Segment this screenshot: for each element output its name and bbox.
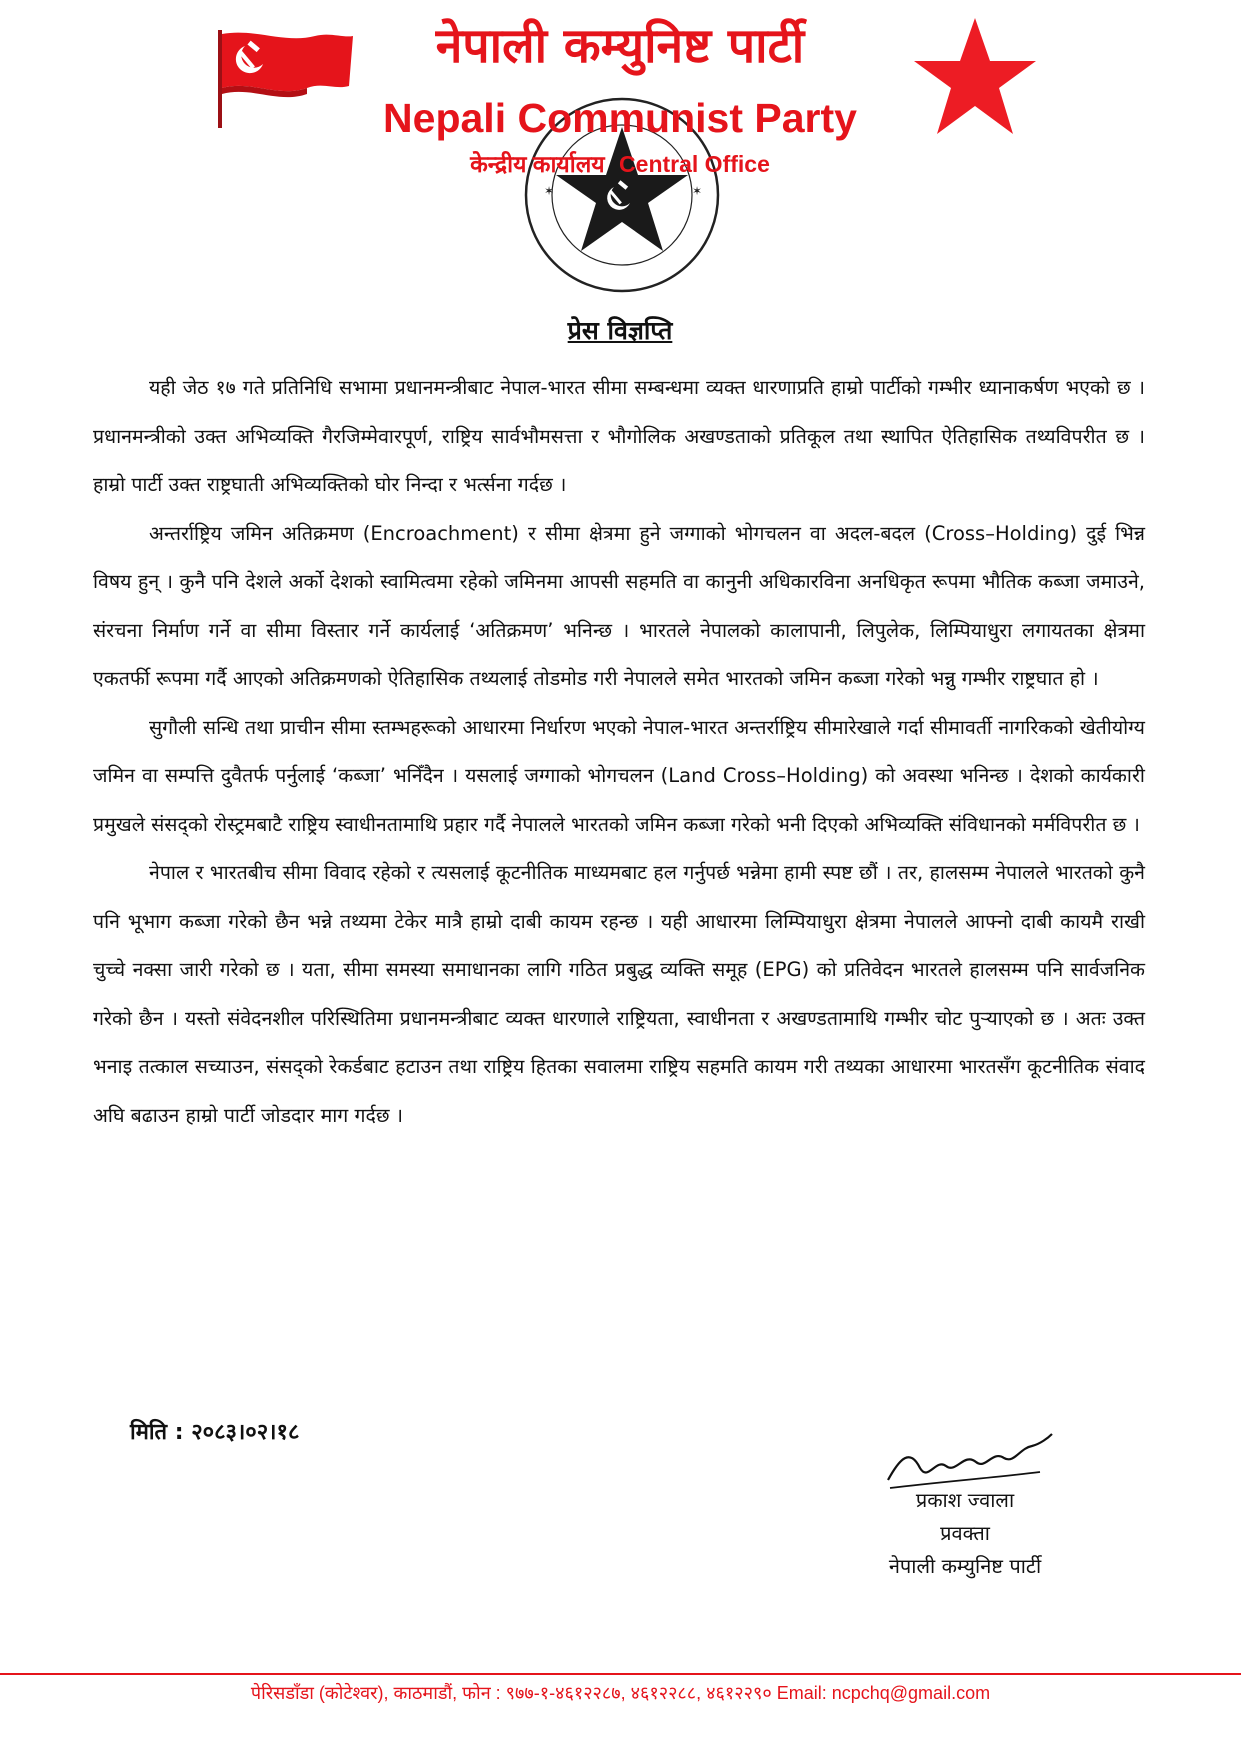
- footer-email: ncpchq@gmail.com: [831, 1683, 991, 1703]
- svg-text:✶: ✶: [544, 184, 555, 198]
- paragraph: नेपाल र भारतबीच सीमा विवाद रहेको र त्यसलाई कूटनीतिक माध्यमबाट हल गर्नुपर्छ भन्नेमा हामी स्पष्ट छौं । तर, हालसम्म नेपालले भारतको कुनै पनि भूभाग कब्जा गरेको छैन भन्ने तथ्यमा टेकेर मात्रै हाम्रो दाबी कायम रहन्छ । यही आधारमा लिम्पियाधुरा क्षेत्रमा नेपालले आफ्नो दाबी कायमै राखी चुच्चे नक्सा जारी गरेको छ । यता, सीमा समस्या समाधानका लागि गठित प्रबुद्ध व्यक्ति समूह (EPG) को प्रतिवेदन भारतले हालसम्म पनि सार्वजनिक गरेको छैन । यस्तो संवेदनशील परिस्थितिमा प्रधानमन्त्रीबाट व्यक्त धारणाले राष्ट्रियता, स्वाधीनता र अखण्डतामाथि गम्भीर चोट पुर्‍याएको छ । अतः उक्त भनाइ तत्काल सच्याउन, संसद्को रेकर्डबाट हटाउन तथा राष्ट्रिय हितका सवालमा राष्ट्रिय सहमति कायम गरी तथ्यका आधारमा भारतसँग कूटनीतिक संवाद अघि बढाउन हाम्रो पार्टी जोडदार माग गर्दछ ।: [93, 861, 1145, 1127]
- party-flag-icon: [215, 28, 355, 128]
- svg-text:✶: ✶: [692, 184, 703, 198]
- signer-organization: नेपाली कम्युनिष्ट पार्टी: [888, 1554, 1042, 1578]
- office-english: Central Office: [619, 151, 770, 177]
- paragraph: सुगौली सन्धि तथा प्राचीन सीमा स्तम्भहरूको आधारमा निर्धारण भएको नेपाल-भारत अन्तर्राष्ट्रिय सीमारेखाले गर्दा सीमावर्ती नागरिकको खेतीयोग्य जमिन वा सम्पत्ति दुवैतर्फ पर्नुलाई ‘कब्जा’ भनिँदैन । यसलाई जग्गाको भोगचलन (Land Cross–Holding) को अवस्था भनिन्छ । देशको कार्यकारी प्रमुखले संसद्को रोस्ट्रमबाटै राष्ट्रिय स्वाधीनतामाथि प्रहार गर्दै नेपालले भारतको जमिन कब्जा गरेको भनी दिएको अभिव्यक्ति संविधानको मर्मविपरीत छ ।: [93, 715, 1145, 836]
- signer-designation: प्रवक्ता: [940, 1521, 990, 1545]
- release-date: मिति : २०८३।०२।१८: [130, 1420, 300, 1445]
- paragraph: यही जेठ १७ गते प्रतिनिधि सभामा प्रधानमन्त्रीबाट नेपाल-भारत सीमा सम्बन्धमा व्यक्त धारणाप्रति हाम्रो पार्टीको गम्भीर ध्यानाकर्षण भएको छ । प्रधानमन्त्रीको उक्त अभिव्यक्ति गैरजिम्मेवारपूर्ण, राष्ट्रिय सार्वभौमसत्ता र भौगोलिक अखण्डताको प्रतिकूल तथा स्थापित ऐतिहासिक तथ्यविपरीत छ । हाम्रो पार्टी उक्त राष्ट्रघाती अभिव्यक्तिको घोर निन्दा र भर्त्सना गर्दछ ।: [93, 376, 1145, 496]
- office-line: [380, 147, 860, 179]
- office-nepali: केन्द्रीय कार्यालय: [470, 151, 605, 177]
- seal-star-icon: [556, 127, 688, 251]
- footer-divider: [0, 1673, 1241, 1675]
- signer-name: प्रकाश ज्वाला: [915, 1488, 1015, 1512]
- party-name-nepali: नेपाली कम्युनिष्ट पार्टी: [435, 18, 805, 74]
- red-star-icon: [912, 16, 1038, 136]
- footer-address: पेरिसडाँडा (कोटेश्वर), काठमाडौं, फोन : ९७७-१-४६१२२८७, ४६१२२८८, ४६१२२९०: [250, 1683, 772, 1703]
- footer-contact: [0, 1681, 1241, 1705]
- signer-block: [850, 1484, 1080, 1583]
- party-name-english: Nepali Communist Party: [383, 95, 857, 141]
- press-release-title: प्रेस विज्ञप्ति: [567, 316, 673, 345]
- paragraph: अन्तर्राष्ट्रिय जमिन अतिक्रमण (Encroachment) र सीमा क्षेत्रमा हुने जग्गाको भोगचलन वा अदल-बदल (Cross–Holding) दुई भिन्न विषय हुन् । कुनै पनि देशले अर्को देशको स्वामित्वमा रहेको जमिनमा आपसी सहमति वा कानुनी अधिकारविना अनधिकृत रूपमा भौतिक कब्जा जमाउने, संरचना निर्माण गर्ने वा सीमा विस्तार गर्ने कार्यलाई ‘अतिक्रमण’ भनिन्छ । भारतले नेपालको कालापानी, लिपुलेक, लिम्पियाधुरा लगायतका क्षेत्रमा एकतर्फी रूपमा गर्दै आएको अतिक्रमणको ऐतिहासिक तथ्यलाई तोडमोड गरी नेपालले समेत भारतको जमिन कब्जा गरेको भन्नु गम्भीर राष्ट्रघात हो ।: [93, 521, 1145, 690]
- footer-email-label: Email:: [776, 1683, 827, 1703]
- press-release-body: [93, 364, 1145, 1140]
